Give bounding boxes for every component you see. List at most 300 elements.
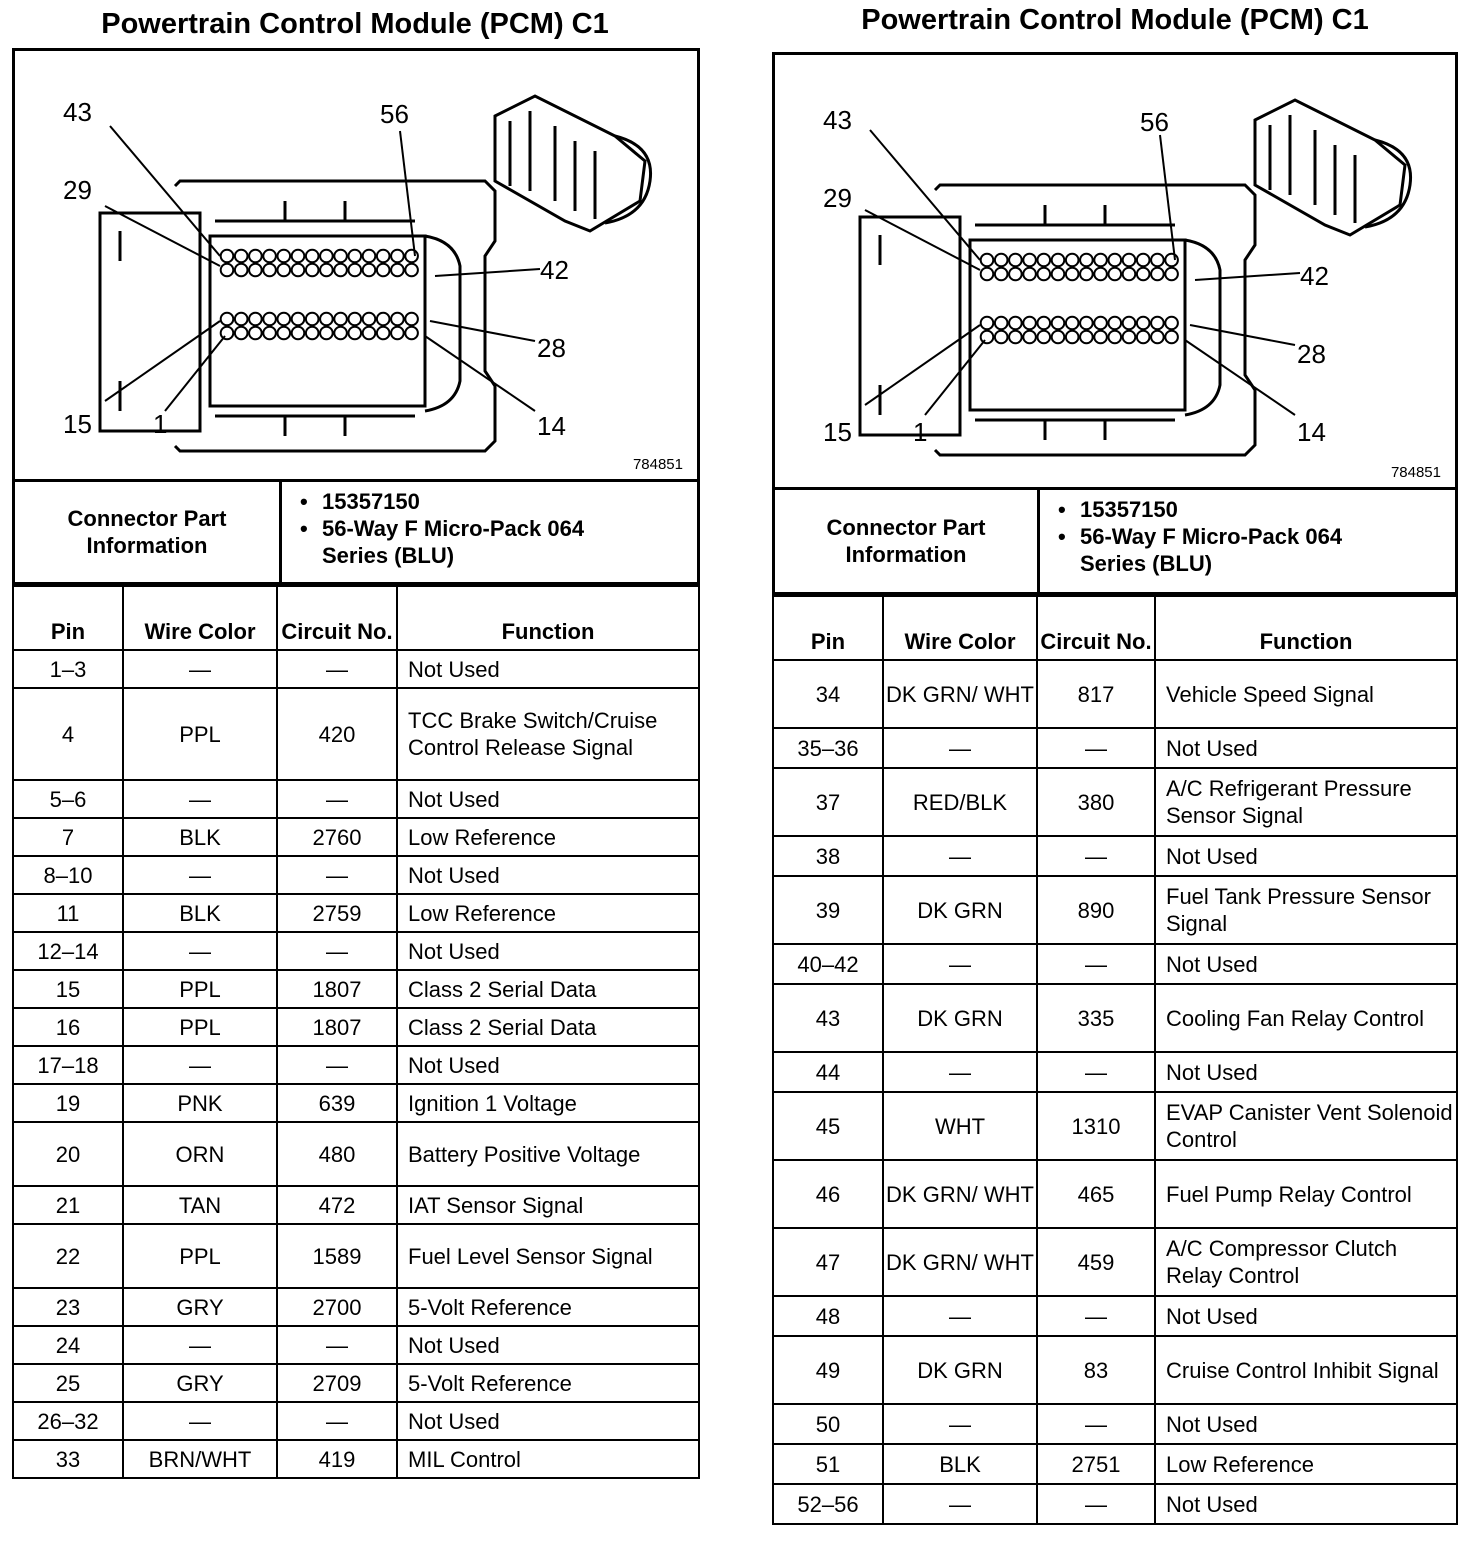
pin-cavity (249, 264, 262, 277)
left-callout-43: 43 (63, 97, 92, 127)
table-row (13, 1186, 699, 1224)
pin-cavity (377, 313, 390, 326)
right-header-pin: Pin (773, 596, 883, 660)
cell-function: MIL Control (397, 1440, 699, 1478)
cell-wire-color: — (123, 856, 277, 894)
right-pinout-table (772, 595, 1458, 1525)
pin-cavity (263, 313, 276, 326)
cell-pin: 38 (773, 836, 883, 876)
cell-circuit: 459 (1037, 1228, 1155, 1296)
left-callout-15: 15 (63, 409, 92, 439)
cell-function: Not Used (1155, 944, 1457, 984)
cell-pin: 23 (13, 1288, 123, 1326)
cell-pin: 34 (773, 660, 883, 728)
cell-function: Not Used (1155, 1484, 1457, 1524)
left-callout-1: 1 (153, 409, 168, 439)
pin-cavity (995, 268, 1008, 281)
cell-wire-color: PPL (123, 1224, 277, 1288)
cell-pin: 22 (13, 1224, 123, 1288)
table-row (13, 1364, 699, 1402)
cell-function: A/C Refrigerant Pressure Sensor Signal (1155, 768, 1457, 836)
cell-function: Not Used (397, 780, 699, 818)
pin-cavity (349, 327, 362, 340)
table-row (13, 818, 699, 856)
left-part-number: 15357150 (322, 489, 420, 514)
pin-cavity (1137, 268, 1150, 281)
right-callout-14: 14 (1297, 417, 1326, 447)
pin-cavity (292, 313, 305, 326)
cell-wire-color: ORN (123, 1122, 277, 1186)
pin-cavity (995, 317, 1008, 330)
cell-circuit: — (1037, 1484, 1155, 1524)
pin-cavity (405, 264, 418, 277)
pin-cavity (235, 327, 248, 340)
cell-function: Ignition 1 Voltage (397, 1084, 699, 1122)
pin-cavity (1009, 254, 1022, 267)
pin-cavity (263, 264, 276, 277)
left-connector-diagram (12, 48, 700, 482)
pin-cavity (1038, 317, 1051, 330)
pin-cavity (981, 254, 994, 267)
table-row (13, 1326, 699, 1364)
pin-cavity (1123, 317, 1136, 330)
cell-pin: 8–10 (13, 856, 123, 894)
cell-circuit: 465 (1037, 1160, 1155, 1228)
cell-pin: 17–18 (13, 1046, 123, 1084)
cell-circuit: — (277, 856, 397, 894)
table-row (773, 660, 1457, 728)
cell-circuit: 2759 (277, 894, 397, 932)
left-connector-type: 56-Way F Micro-Pack 064 Series (BLU) (322, 516, 585, 568)
right-figure-ref: 784851 (1390, 464, 1441, 481)
pin-cavity (1080, 254, 1093, 267)
cell-circuit: — (277, 650, 397, 688)
right-callout-42: 42 (1300, 261, 1329, 291)
cell-pin: 44 (773, 1052, 883, 1092)
pin-cavity (981, 331, 994, 344)
left-callout-29: 29 (63, 175, 92, 205)
table-row (13, 650, 699, 688)
left-callout-56: 56 (380, 99, 409, 129)
pin-cavity (292, 250, 305, 263)
pin-cavity (1109, 317, 1122, 330)
cell-function: Fuel Pump Relay Control (1155, 1160, 1457, 1228)
cell-function: Not Used (397, 1402, 699, 1440)
pin-cavity (1165, 268, 1178, 281)
cell-wire-color: BLK (123, 818, 277, 856)
left-header-function: Function (397, 586, 699, 650)
cell-function: Class 2 Serial Data (397, 1008, 699, 1046)
cell-wire-color: DK GRN/ WHT (883, 1228, 1037, 1296)
table-row (13, 856, 699, 894)
cell-pin: 12–14 (13, 932, 123, 970)
table-row (13, 1084, 699, 1122)
pin-cavity (377, 327, 390, 340)
pin-cavity (391, 313, 404, 326)
pin-cavity (1023, 317, 1036, 330)
cell-function: A/C Compressor Clutch Relay Control (1155, 1228, 1457, 1296)
pin-cavity (363, 250, 376, 263)
table-row (13, 688, 699, 780)
cell-circuit: 2700 (277, 1288, 397, 1326)
cell-circuit: — (1037, 728, 1155, 768)
pin-cavity (292, 264, 305, 277)
pin-cavity (1165, 254, 1178, 267)
pin-cavity (1066, 331, 1079, 344)
pin-cavity (263, 250, 276, 263)
cell-function: Cruise Control Inhibit Signal (1155, 1336, 1457, 1404)
pin-cavity (363, 327, 376, 340)
right-callout-56: 56 (1140, 107, 1169, 137)
cell-wire-color: — (123, 1046, 277, 1084)
table-row (13, 1122, 699, 1186)
right-callout-29: 29 (823, 183, 852, 213)
cell-function: Not Used (397, 1326, 699, 1364)
pin-cavity (405, 327, 418, 340)
pin-cavity (306, 313, 319, 326)
cell-circuit: — (1037, 944, 1155, 984)
table-row (773, 1484, 1457, 1524)
cell-function: Cooling Fan Relay Control (1155, 984, 1457, 1052)
cell-circuit: — (277, 1046, 397, 1084)
cell-pin: 49 (773, 1336, 883, 1404)
pin-cavity (221, 313, 234, 326)
cell-function: Low Reference (397, 894, 699, 932)
table-row (773, 1092, 1457, 1160)
cell-circuit: — (1037, 1404, 1155, 1444)
cell-pin: 20 (13, 1122, 123, 1186)
cell-function: Low Reference (397, 818, 699, 856)
right-connector-info-values: • 15357150 • 56-Way F Micro-Pack 064 Series (BLU) (1058, 497, 1343, 576)
table-row (13, 932, 699, 970)
cell-circuit: — (277, 780, 397, 818)
table-row (13, 1288, 699, 1326)
right-connector-info-label: Connector Part Information (775, 490, 1040, 592)
pin-cavity (263, 327, 276, 340)
pin-cavity (1080, 317, 1093, 330)
table-row (13, 1224, 699, 1288)
table-row (773, 876, 1457, 944)
cell-wire-color: — (883, 1404, 1037, 1444)
pin-cavity (1165, 317, 1178, 330)
left-pin-row-top (221, 250, 418, 277)
cell-function: Low Reference (1155, 1444, 1457, 1484)
right-header-function: Function (1155, 596, 1457, 660)
cell-pin: 11 (13, 894, 123, 932)
right-connector-info (772, 487, 1458, 595)
cell-pin: 21 (13, 1186, 123, 1224)
cell-pin: 35–36 (773, 728, 883, 768)
cell-pin: 37 (773, 768, 883, 836)
right-callout-43: 43 (823, 105, 852, 135)
pin-cavity (1165, 331, 1178, 344)
table-row (773, 1336, 1457, 1404)
table-row (13, 1440, 699, 1478)
cell-wire-color: — (883, 1296, 1037, 1336)
pin-cavity (1038, 268, 1051, 281)
pin-cavity (349, 250, 362, 263)
pin-cavity (391, 327, 404, 340)
pin-cavity (1109, 254, 1122, 267)
pin-cavity (995, 331, 1008, 344)
cell-circuit: 890 (1037, 876, 1155, 944)
cell-circuit: 2709 (277, 1364, 397, 1402)
pin-cavity (306, 327, 319, 340)
right-header-circuit: Circuit No. (1037, 596, 1155, 660)
table-row (13, 1402, 699, 1440)
cell-wire-color: WHT (883, 1092, 1037, 1160)
pin-cavity (391, 250, 404, 263)
cell-circuit: 420 (277, 688, 397, 780)
cell-pin: 26–32 (13, 1402, 123, 1440)
left-header-circuit: Circuit No. (277, 586, 397, 650)
cell-circuit: 472 (277, 1186, 397, 1224)
left-callout-42: 42 (540, 255, 569, 285)
left-connector-drawing (15, 51, 697, 479)
cell-wire-color: — (883, 1484, 1037, 1524)
pin-cavity (1094, 268, 1107, 281)
left-header-pin: Pin (13, 586, 123, 650)
pin-cavity (1151, 254, 1164, 267)
right-header-wire: Wire Color (883, 596, 1037, 660)
cell-pin: 24 (13, 1326, 123, 1364)
pin-cavity (221, 250, 234, 263)
left-connector-info (12, 479, 700, 585)
cell-circuit: — (1037, 1052, 1155, 1092)
cell-wire-color: — (883, 728, 1037, 768)
cell-wire-color: — (123, 932, 277, 970)
cell-function: TCC Brake Switch/Cruise Control Release Signal (397, 688, 699, 780)
cell-function: Fuel Level Sensor Signal (397, 1224, 699, 1288)
pin-cavity (334, 327, 347, 340)
cell-pin: 15 (13, 970, 123, 1008)
cell-function: Battery Positive Voltage (397, 1122, 699, 1186)
pin-cavity (235, 250, 248, 263)
left-connector-info-label: Connector Part Information (15, 482, 282, 582)
cell-circuit: 1807 (277, 1008, 397, 1046)
table-row (773, 1444, 1457, 1484)
pin-cavity (320, 250, 333, 263)
cell-function: Not Used (397, 856, 699, 894)
cell-wire-color: — (883, 836, 1037, 876)
cell-pin: 40–42 (773, 944, 883, 984)
table-row (773, 1296, 1457, 1336)
cell-pin: 46 (773, 1160, 883, 1228)
pin-cavity (249, 313, 262, 326)
pin-cavity (235, 313, 248, 326)
cell-pin: 52–56 (773, 1484, 883, 1524)
cell-pin: 7 (13, 818, 123, 856)
left-connector-info-values: • 15357150 • 56-Way F Micro-Pack 064 Series (BLU) (300, 489, 585, 568)
cell-wire-color: — (123, 780, 277, 818)
cell-wire-color: TAN (123, 1186, 277, 1224)
pin-cavity (1137, 317, 1150, 330)
table-row (773, 768, 1457, 836)
pin-cavity (1123, 331, 1136, 344)
pin-cavity (981, 268, 994, 281)
pin-cavity (1066, 254, 1079, 267)
cell-function: Not Used (1155, 836, 1457, 876)
pin-cavity (391, 264, 404, 277)
cell-wire-color: PPL (123, 1008, 277, 1046)
pin-cavity (1109, 268, 1122, 281)
pin-cavity (1109, 331, 1122, 344)
table-row (773, 1404, 1457, 1444)
pin-cavity (334, 264, 347, 277)
cell-circuit: 1807 (277, 970, 397, 1008)
cell-wire-color: DK GRN/ WHT (883, 660, 1037, 728)
right-callout-28: 28 (1297, 339, 1326, 369)
pin-cavity (1009, 268, 1022, 281)
left-pin-row-bottom (221, 313, 418, 340)
right-part-number: 15357150 (1080, 497, 1178, 522)
pin-cavity (235, 264, 248, 277)
cell-circuit: 419 (277, 1440, 397, 1478)
cell-pin: 50 (773, 1404, 883, 1444)
table-row (773, 1160, 1457, 1228)
pin-cavity (306, 264, 319, 277)
cell-wire-color: — (123, 650, 277, 688)
left-panel-title: Powertrain Control Module (PCM) C1 (101, 8, 609, 40)
right-panel-title: Powertrain Control Module (PCM) C1 (861, 4, 1369, 36)
table-row (773, 944, 1457, 984)
cell-circuit: — (277, 932, 397, 970)
pin-cavity (1052, 268, 1065, 281)
cell-pin: 45 (773, 1092, 883, 1160)
cell-pin: 33 (13, 1440, 123, 1478)
table-row (773, 836, 1457, 876)
cell-wire-color: DK GRN (883, 1336, 1037, 1404)
pin-cavity (1038, 331, 1051, 344)
cell-circuit: — (277, 1326, 397, 1364)
pin-cavity (320, 264, 333, 277)
pin-cavity (1023, 254, 1036, 267)
pin-cavity (221, 264, 234, 277)
cell-function: 5-Volt Reference (397, 1364, 699, 1402)
pin-cavity (278, 250, 291, 263)
pin-cavity (278, 264, 291, 277)
pin-cavity (221, 327, 234, 340)
pin-cavity (1094, 254, 1107, 267)
cell-circuit: 2751 (1037, 1444, 1155, 1484)
cell-function: 5-Volt Reference (397, 1288, 699, 1326)
pin-cavity (995, 254, 1008, 267)
right-connector-type: 56-Way F Micro-Pack 064 Series (BLU) (1080, 524, 1343, 576)
pin-cavity (1066, 268, 1079, 281)
cell-pin: 1–3 (13, 650, 123, 688)
cell-function: Not Used (1155, 1296, 1457, 1336)
pin-cavity (1009, 317, 1022, 330)
table-row (773, 1228, 1457, 1296)
table-row (773, 728, 1457, 768)
cell-circuit: 817 (1037, 660, 1155, 728)
pin-cavity (1052, 254, 1065, 267)
pin-cavity (320, 327, 333, 340)
cell-wire-color: BLK (123, 894, 277, 932)
cell-pin: 47 (773, 1228, 883, 1296)
cell-circuit: 380 (1037, 768, 1155, 836)
cell-wire-color: BLK (883, 1444, 1037, 1484)
pin-cavity (278, 313, 291, 326)
table-row (773, 1052, 1457, 1092)
pin-cavity (1094, 331, 1107, 344)
pin-cavity (1038, 254, 1051, 267)
cell-pin: 51 (773, 1444, 883, 1484)
pin-cavity (320, 313, 333, 326)
cell-function: Not Used (397, 932, 699, 970)
cell-pin: 39 (773, 876, 883, 944)
cell-circuit: 83 (1037, 1336, 1155, 1404)
cell-circuit: 335 (1037, 984, 1155, 1052)
right-callout-1: 1 (913, 417, 928, 447)
left-pinout-table (12, 585, 700, 1479)
cell-wire-color: — (123, 1402, 277, 1440)
cell-circuit: — (277, 1402, 397, 1440)
pin-cavity (1094, 317, 1107, 330)
pin-cavity (363, 313, 376, 326)
cell-pin: 43 (773, 984, 883, 1052)
pin-cavity (249, 327, 262, 340)
cell-pin: 19 (13, 1084, 123, 1122)
cell-wire-color: RED/BLK (883, 768, 1037, 836)
cell-function: Not Used (1155, 1404, 1457, 1444)
left-callout-14: 14 (537, 411, 566, 441)
pin-cavity (1137, 331, 1150, 344)
pin-cavity (1052, 331, 1065, 344)
right-callout-15: 15 (823, 417, 852, 447)
table-row (13, 894, 699, 932)
pin-cavity (1123, 268, 1136, 281)
cell-wire-color: PNK (123, 1084, 277, 1122)
cell-wire-color: DK GRN/ WHT (883, 1160, 1037, 1228)
left-figure-ref: 784851 (632, 456, 683, 473)
cell-wire-color: BRN/WHT (123, 1440, 277, 1478)
cell-circuit: 1589 (277, 1224, 397, 1288)
pin-cavity (278, 327, 291, 340)
table-row (13, 780, 699, 818)
pin-cavity (334, 313, 347, 326)
cell-circuit: 2760 (277, 818, 397, 856)
cell-wire-color: PPL (123, 688, 277, 780)
pin-cavity (1151, 317, 1164, 330)
pin-cavity (349, 264, 362, 277)
pin-cavity (1137, 254, 1150, 267)
pin-cavity (349, 313, 362, 326)
pin-cavity (405, 250, 418, 263)
cell-pin: 48 (773, 1296, 883, 1336)
pin-cavity (363, 264, 376, 277)
cell-function: Not Used (1155, 728, 1457, 768)
pin-cavity (1066, 317, 1079, 330)
cell-pin: 5–6 (13, 780, 123, 818)
pin-cavity (249, 250, 262, 263)
right-connector-diagram (772, 52, 1458, 490)
cell-wire-color: GRY (123, 1364, 277, 1402)
left-callout-28: 28 (537, 333, 566, 363)
cell-function: EVAP Canister Vent Solenoid Control (1155, 1092, 1457, 1160)
table-row (13, 1008, 699, 1046)
pin-cavity (1052, 317, 1065, 330)
cell-function: Not Used (397, 650, 699, 688)
cell-wire-color: — (123, 1326, 277, 1364)
pin-cavity (377, 264, 390, 277)
pin-cavity (334, 250, 347, 263)
pin-cavity (1080, 331, 1093, 344)
cell-function: Fuel Tank Pressure Sensor Signal (1155, 876, 1457, 944)
pin-cavity (405, 313, 418, 326)
pin-cavity (306, 250, 319, 263)
cell-function: Not Used (397, 1046, 699, 1084)
